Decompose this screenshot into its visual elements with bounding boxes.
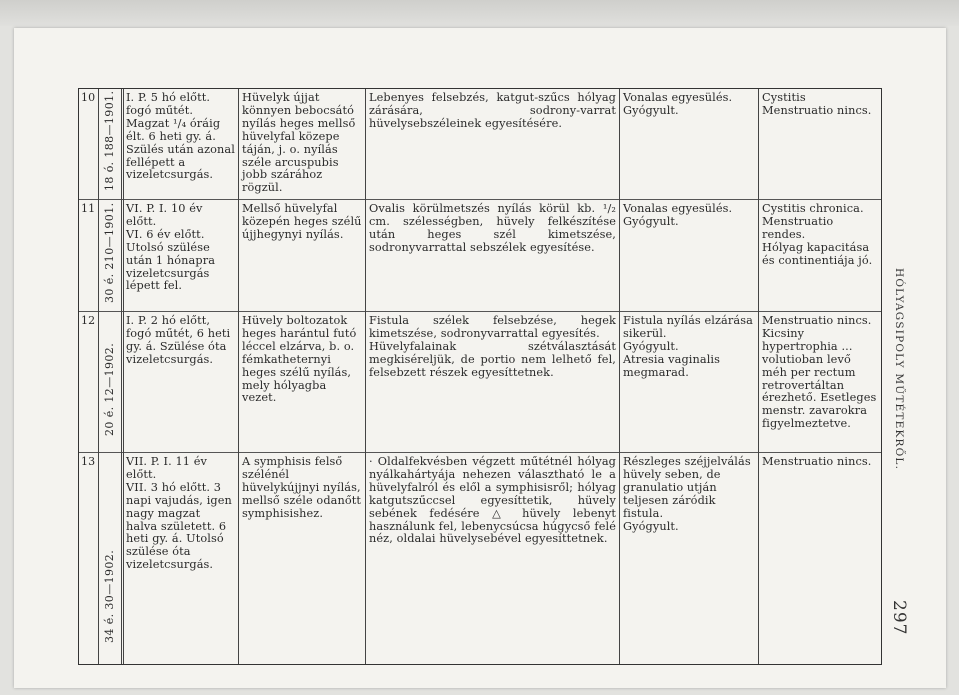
note-cell: Menstruatio nincs. (762, 455, 872, 468)
case-table (78, 88, 882, 665)
column-rule (619, 89, 620, 664)
table-row (79, 89, 881, 200)
operation-cell: · Oldalfekvésben végzett műtétnél hólyag nyálkahártyája nehezen választható le a hüvelyfalról és elől a symphisisről; hólyag katgutszűccsel egyesíttetik, hüvely sebének fedésére △ hüvely lebenyt használunk fel, lebenycsúcsa húgycső felé néz, oldalai hüvelysebével egyesíttetnek. (369, 455, 616, 546)
findings-cell: Mellső hüvelyfal közepén heges szélű újjhegynyi nyílás. (242, 202, 362, 241)
case-id: 34 é. 30—1902. (103, 549, 116, 643)
result-cell: Részleges széjjelválás hüvely seben, de granulatio utján teljesen záródik fistula. Gyógyult. (623, 455, 751, 533)
findings-cell: A symphisis felső szélénél hüvelykújjnyi nyílás, mellső széle odanőtt symphisishez. (242, 455, 362, 520)
case-number: 11 (81, 202, 96, 215)
case-number: 10 (81, 91, 96, 104)
table-row (79, 453, 881, 663)
column-rule (758, 89, 759, 664)
column-rule (98, 89, 99, 664)
anamnesis-cell: I. P. 2 hó előtt, fogó műtét, 6 heti gy. á. Szülése óta vizeletcsurgás. (126, 314, 231, 366)
result-cell: Vonalas egyesülés. Gyógyult. (623, 202, 733, 228)
operation-cell: Lebenyes felsebzés, katgut-szűcs hólyag zárására, sodrony-varrat hüvelysebszéleinek egyesítésére. (369, 91, 616, 130)
case-id-cell (98, 453, 122, 663)
case-number: 13 (81, 455, 96, 468)
page-number: 297 (889, 600, 909, 636)
column-rule (238, 89, 239, 664)
case-id-cell (98, 89, 122, 199)
anamnesis-cell: I. P. 5 hó előtt. fogó műtét. Magzat ¹/₄ óráig élt. 6 heti gy. á. Szülés után azonal fellépett a vizeletcsurgás. (126, 91, 235, 182)
anamnesis-cell: VII. P. I. 11 év előtt. VII. 3 hó előtt. 3 napi vajudás, igen nagy magzat halva született. 6 heti gy. á. Utolsó szülése óta vizeletcsurgás. (126, 455, 232, 572)
running-title: HÓLYAGSIPOLY MŰTÉTEKRŐL. (893, 268, 905, 471)
column-rule (121, 89, 124, 664)
findings-cell: Hüvely boltozatok heges harántul futó léccel elzárva, b. o. fémkatheternyi heges szélű nyílás, mely hólyagba vezet. (242, 314, 357, 405)
result-cell: Vonalas egyesülés. Gyógyult. (623, 91, 733, 117)
note-cell: Cystitis Menstruatio nincs. (762, 91, 872, 117)
scanner-bar (0, 0, 959, 26)
note-cell: Menstruatio nincs. Kicsiny hypertrophia ... volutioban levő méh per rectum retrovertáltan érezhető. Esetleges menstr. zavarokra figyelmeztetve. (762, 314, 877, 431)
operation-cell: Ovalis körülmetszés nyílás körül kb. ¹/₂ cm. szélességben, hüvely felkészítése után heges szél kimetszése, sodronyvarrattal sebszélek egyesítése. (369, 202, 616, 254)
case-id-cell (98, 312, 122, 452)
result-cell: Fistula nyílás elzárása sikerül. Gyógyult. Atresia vaginalis megmarad. (623, 314, 753, 379)
case-id: 30 é. 210—1901. (103, 202, 116, 303)
case-number: 12 (81, 314, 96, 327)
column-rule (365, 89, 366, 664)
findings-cell: Hüvelyk újjat könnyen bebocsátó nyílás heges mellső hüvelyfal közepe táján, j. o. nyílás széle arcuspubis jobb szárához rögzül. (242, 91, 356, 195)
anamnesis-cell: VI. P. I. 10 év előtt. VI. 6 év előtt. Utolsó szülése után 1 hónapra vizeletcsurgás lépett fel. (126, 202, 216, 293)
note-cell: Cystitis chronica. Menstruatio rendes. Hólyag kapacitása és continentiája jó. (762, 202, 873, 267)
operation-cell: Fistula szélek felsebzése, hegek kimetszése, sodronyvarrattal egyesítés. Hüvelyfalainak szétválasztását megkiséreljük, de portio nem lelhető fel, felsebzett részek egyesíttetnek. (369, 314, 616, 379)
case-id: 18 ó. 188—1901. (103, 90, 116, 191)
case-id: 20 é. 12—1902. (103, 342, 116, 436)
case-id-cell (98, 200, 122, 311)
table-row (79, 312, 881, 453)
table-row (79, 200, 881, 312)
